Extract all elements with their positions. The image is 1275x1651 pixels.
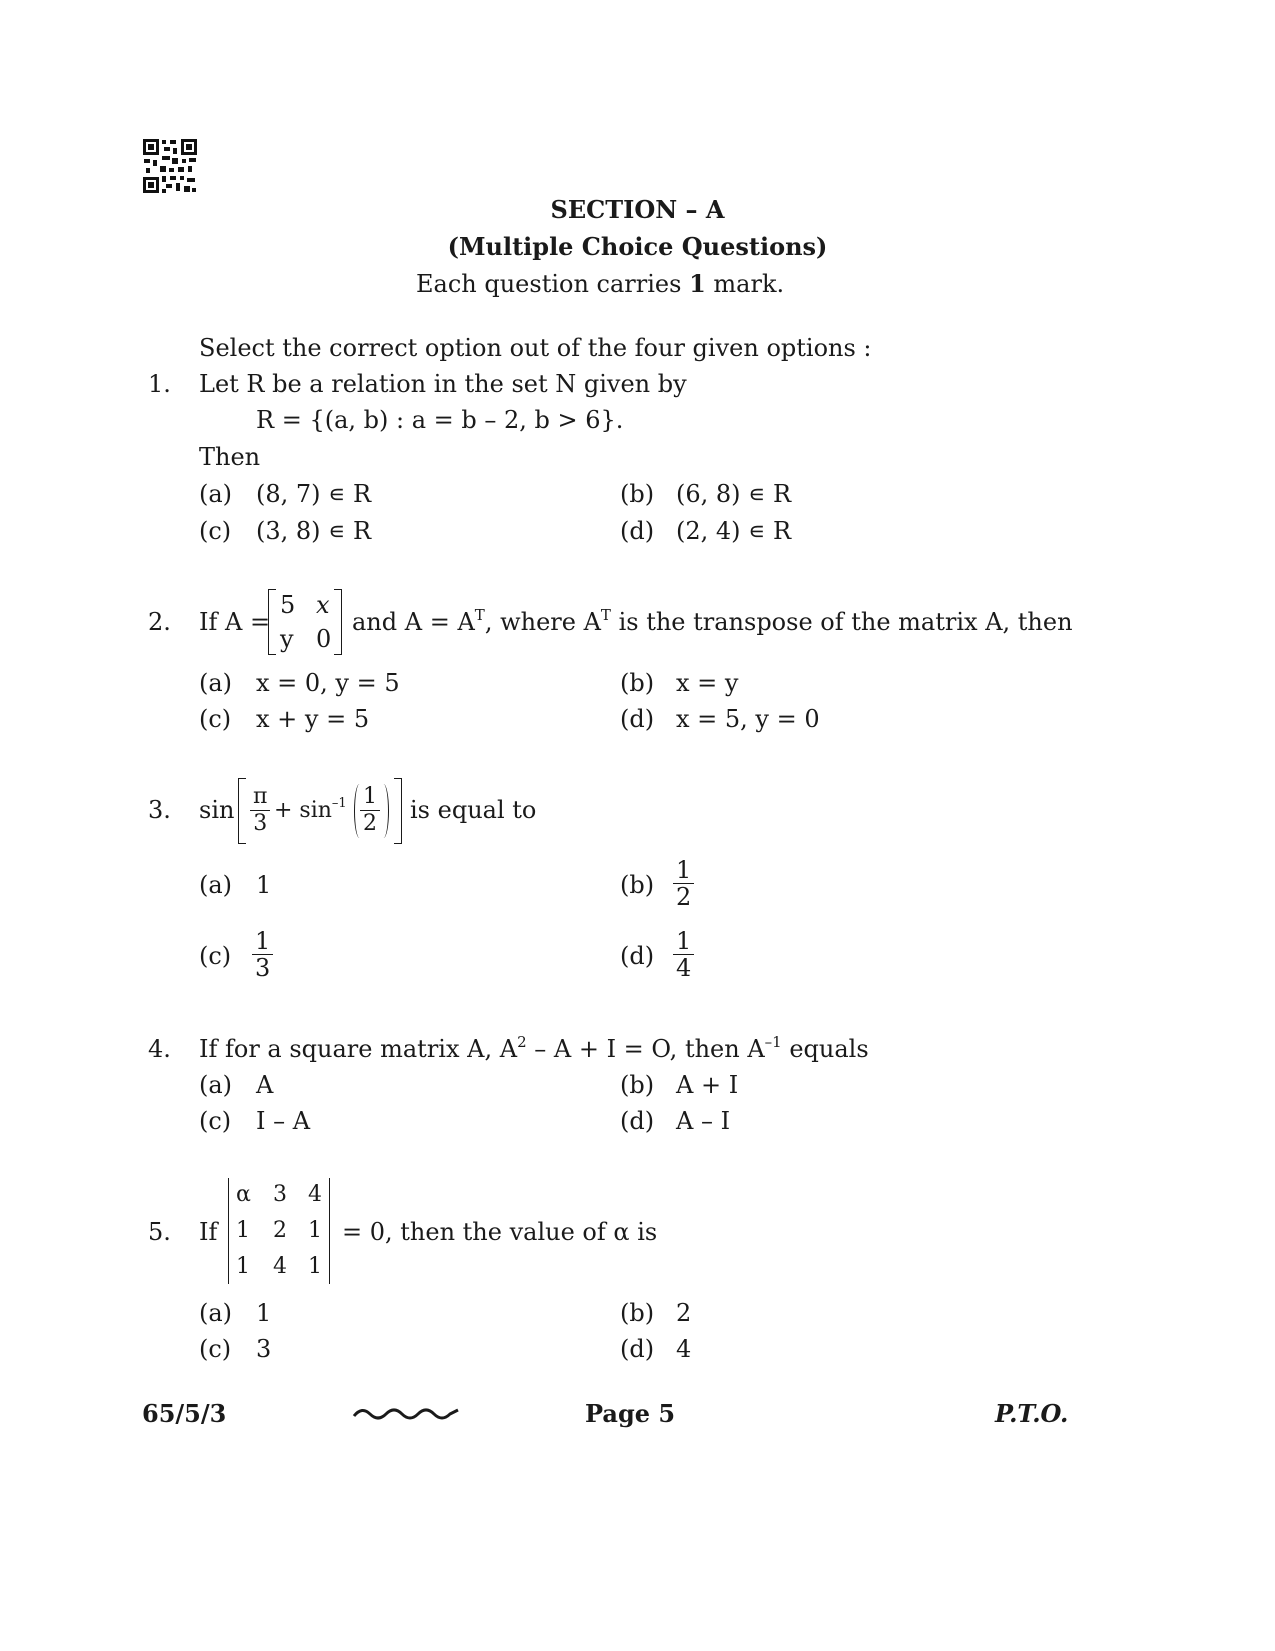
option-fraction — [673, 857, 694, 910]
fraction-denominator: 3 — [255, 954, 271, 982]
matrix-cell: x — [316, 591, 330, 619]
determinant-cell: 4 — [308, 1182, 322, 1207]
option-text: x = 0, y = 5 — [256, 669, 400, 697]
option-text: (3, 8) ∊ R — [256, 517, 372, 545]
option-text: x = 5, y = 0 — [676, 705, 820, 733]
question-2-if: If A = — [199, 608, 271, 636]
option-label: (d) — [620, 1335, 655, 1363]
option-label: (c) — [199, 1107, 232, 1135]
question-2-part: and A = A — [352, 608, 475, 636]
option-label: (d) — [620, 517, 655, 545]
fraction-one-half — [360, 784, 380, 837]
instruction: Select the correct option out of the four given options : — [199, 334, 872, 362]
option-text: I – A — [256, 1107, 311, 1135]
question-1-then: Then — [199, 443, 261, 471]
option-label: (d) — [620, 1107, 655, 1135]
paren-right — [378, 784, 389, 838]
question-4-part: – A + I = O, then A — [526, 1035, 765, 1063]
option-label: (b) — [620, 480, 655, 508]
square-bracket-expression — [238, 778, 402, 844]
fraction-numerator: 1 — [363, 784, 377, 809]
question-1-relation: R = {(a, b) : a = b – 2, b > 6}. — [256, 406, 624, 434]
page-number: Page 5 — [585, 1399, 676, 1428]
determinant-cell: α — [236, 1182, 251, 1207]
matrix-bracket-right — [334, 589, 342, 655]
question-2-part: , where A — [484, 608, 601, 636]
fraction-numerator: π — [253, 784, 268, 809]
pto-label: P.T.O. — [995, 1399, 1069, 1428]
option-fraction — [252, 928, 273, 981]
fraction-numerator: 1 — [676, 927, 692, 955]
option-label: (c) — [199, 705, 232, 733]
bracket-right — [394, 778, 402, 844]
determinant — [226, 1178, 332, 1284]
question-number-1: 1. — [148, 370, 171, 398]
option-fraction — [673, 928, 694, 981]
option-label: (a) — [199, 480, 233, 508]
question-1-text: Let R be a relation in the set N given by — [199, 370, 687, 398]
option-text: 2 — [676, 1299, 692, 1327]
superscript: –1 — [764, 1033, 782, 1051]
option-label: (a) — [199, 1071, 233, 1099]
determinant-cell: 3 — [273, 1182, 287, 1207]
question-5-if: If — [199, 1218, 218, 1246]
superscript: 2 — [517, 1033, 527, 1051]
determinant-cell: 1 — [308, 1254, 322, 1279]
paper-code: 65/5/3 — [142, 1399, 227, 1428]
matrix-cell: y — [280, 625, 294, 653]
question-number-2: 2. — [148, 608, 171, 636]
option-text: (2, 4) ∊ R — [676, 517, 792, 545]
qr-code-icon — [142, 138, 198, 194]
option-text: x = y — [676, 669, 739, 697]
option-text: 4 — [676, 1335, 692, 1363]
option-text: 3 — [256, 1335, 272, 1363]
question-4-part: equals — [781, 1035, 869, 1063]
question-2-part: is the transpose of the matrix A, then — [610, 608, 1073, 636]
option-label: (b) — [620, 1071, 655, 1099]
fraction-numerator: 1 — [676, 856, 692, 884]
option-text: A – I — [676, 1107, 731, 1135]
marks-suffix: mark. — [705, 270, 785, 298]
determinant-bar-left — [228, 1178, 229, 1284]
determinant-cell: 2 — [273, 1218, 287, 1243]
matrix-bracket-left — [268, 589, 276, 655]
plus-sin — [274, 798, 347, 823]
matrix-cell: 0 — [316, 625, 332, 653]
option-label: (c) — [199, 517, 232, 545]
fraction-denominator: 4 — [676, 954, 692, 982]
question-number-5: 5. — [148, 1218, 171, 1246]
section-title: SECTION – A — [550, 195, 725, 224]
option-text: (6, 8) ∊ R — [676, 480, 792, 508]
option-text: 1 — [256, 871, 272, 899]
matrix-cell: 5 — [280, 591, 296, 619]
fraction-numerator: 1 — [255, 927, 271, 955]
question-3-rest: is equal to — [410, 796, 537, 824]
determinant-cell: 1 — [236, 1218, 250, 1243]
option-label: (a) — [199, 871, 233, 899]
option-label: (c) — [199, 1335, 232, 1363]
question-4-text — [199, 1035, 869, 1063]
question-number-3: 3. — [148, 796, 171, 824]
option-label: (a) — [199, 669, 233, 697]
plus-sin-text: + sin — [274, 798, 332, 823]
wavy-line-icon — [352, 1404, 460, 1424]
section-subtitle: (Multiple Choice Questions) — [447, 232, 828, 261]
determinant-bar-right — [329, 1178, 330, 1284]
marks-value: 1 — [689, 269, 706, 298]
option-text: x + y = 5 — [256, 705, 370, 733]
option-label: (b) — [620, 871, 655, 899]
fraction-pi-over-3 — [250, 784, 270, 837]
option-label: (b) — [620, 1299, 655, 1327]
option-text: A — [256, 1071, 274, 1099]
determinant-cell: 1 — [308, 1218, 322, 1243]
fraction-denominator: 2 — [676, 883, 692, 911]
inverse-superscript: –1 — [331, 796, 347, 811]
option-label: (b) — [620, 669, 655, 697]
determinant-cell: 1 — [236, 1254, 250, 1279]
option-label: (d) — [620, 705, 655, 733]
question-number-4: 4. — [148, 1035, 171, 1063]
option-text: 1 — [256, 1299, 272, 1327]
option-label: (c) — [199, 942, 232, 970]
question-4-part: If for a square matrix A, A — [199, 1035, 518, 1063]
matrix-a — [268, 589, 342, 655]
question-2-text — [352, 608, 1073, 636]
marks-prefix: Each question carries — [416, 270, 690, 298]
bracket-left — [238, 778, 246, 844]
fraction-denominator: 2 — [363, 811, 377, 836]
fraction-denominator: 3 — [253, 811, 268, 836]
option-label: (a) — [199, 1299, 233, 1327]
sin-label: sin — [199, 796, 235, 824]
determinant-cell: 4 — [273, 1254, 287, 1279]
superscript: T — [600, 606, 611, 624]
question-5-rest: = 0, then the value of α is — [342, 1218, 658, 1246]
superscript: T — [474, 606, 485, 624]
option-text: (8, 7) ∊ R — [256, 480, 372, 508]
marks-note — [416, 270, 784, 298]
option-text: A + I — [676, 1071, 739, 1099]
option-label: (d) — [620, 942, 655, 970]
